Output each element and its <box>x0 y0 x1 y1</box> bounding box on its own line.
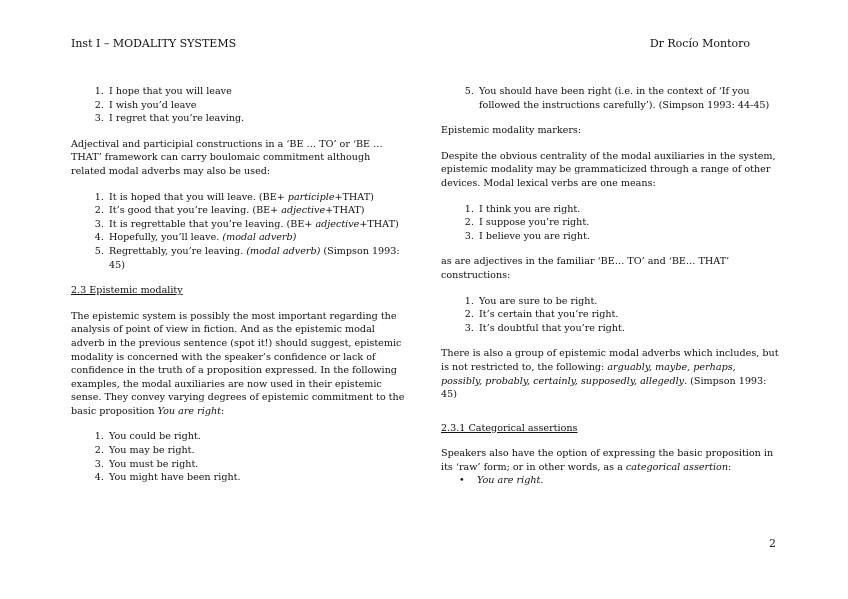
paragraph: Adjectival and participial constructions in a ‘BE … TO’ or ‘BE … THAT’ framework can carry boulomaic commitment although related modal adverbs may also be used: <box>71 138 383 177</box>
subheading: Epistemic modality markers: <box>441 125 582 137</box>
list-item: 5. Regrettably, you’re leaving. (modal adverb) (Simpson 1993: 45) <box>107 245 407 272</box>
right-column <box>441 85 779 488</box>
list-item: 2. It’s certain that you’re right. <box>477 308 779 322</box>
paragraph: There is also a group of epistemic modal adverbs which includes, but is not restricted to, the following: arguably, maybe, perhaps, possibly, probably, certainly, supposedly, allegedly. (Simpson 1993: 45) <box>441 348 779 401</box>
list-item: 2. I wish you’d leave <box>107 99 407 113</box>
paragraph: The epistemic system is possibly the most important regarding the analysis of point of view in fiction. And as the epistemic modal adverb in the previous sentence (spot it!) should suggest, epistemic modality is concerned with the speaker’s confidence or lack of confidence in the truth of a proposition expressed. In the following examples, the modal auxiliaries are now used in their epistemic sense. They convey varying degrees of epistemic commitment to the basic proposition You are right: <box>71 310 405 417</box>
list-item: • You are right. <box>477 474 779 488</box>
epistemic-list <box>71 430 407 484</box>
left-column <box>71 85 407 497</box>
header-author: Dr Rocío Montoro <box>649 37 750 50</box>
list-item: 3. It is regrettable that you’re leaving. (BE+ adjective+THAT) <box>107 218 407 232</box>
paragraph: as are adjectives in the familiar ‘BE… TO’ and ‘BE… THAT’ constructions: <box>441 256 730 281</box>
paragraph: Despite the obvious centrality of the modal auxiliaries in the system, epistemic modality may be grammaticized through a range of other devices. Modal lexical verbs are one means: <box>441 150 776 189</box>
list-item: 1. You could be right. <box>107 430 407 444</box>
boulomaic-list <box>71 85 407 126</box>
paragraph: Speakers also have the option of expressing the basic proposition in its ‘raw’ form; or in other words, as a categorical assertion: <box>441 448 774 473</box>
construction-list <box>71 191 407 273</box>
header-left-title: Inst I – MODALITY SYSTEMS <box>71 37 237 50</box>
bullet-list <box>441 474 779 488</box>
list-item: 4. Hopefully, you’ll leave. (modal adverb) <box>107 231 407 245</box>
list-item: 2. You may be right. <box>107 444 407 458</box>
list-item: 1. It is hoped that you will leave. (BE+ participle+THAT) <box>107 191 407 205</box>
modal-verbs-list <box>441 203 779 244</box>
list-item: 5. You should have been right (i.e. in the context of ‘If you followed the instructions carefully’). (Simpson 1993: 44-45) <box>477 85 779 112</box>
list-item: 1. You are sure to be right. <box>477 295 779 309</box>
section-heading: 2.3 Epistemic modality <box>71 285 183 297</box>
section-heading: 2.3.1 Categorical assertions <box>441 422 578 434</box>
list-item: 3. You must be right. <box>107 458 407 472</box>
list-item: 3. I believe you are right. <box>477 230 779 244</box>
list-item: 1. I hope that you will leave <box>107 85 407 99</box>
epistemic-list-continued <box>441 85 779 112</box>
adjectives-list <box>441 295 779 336</box>
page-number: 2 <box>769 537 776 550</box>
list-item: 3. It’s doubtful that you’re right. <box>477 322 779 336</box>
list-item: 4. You might have been right. <box>107 471 407 485</box>
list-item: 2. It’s good that you’re leaving. (BE+ adjective+THAT) <box>107 204 407 218</box>
list-item: 3. I regret that you’re leaving. <box>107 112 407 126</box>
list-item: 1. I think you are right. <box>477 203 779 217</box>
list-item: 2. I suppose you’re right. <box>477 216 779 230</box>
